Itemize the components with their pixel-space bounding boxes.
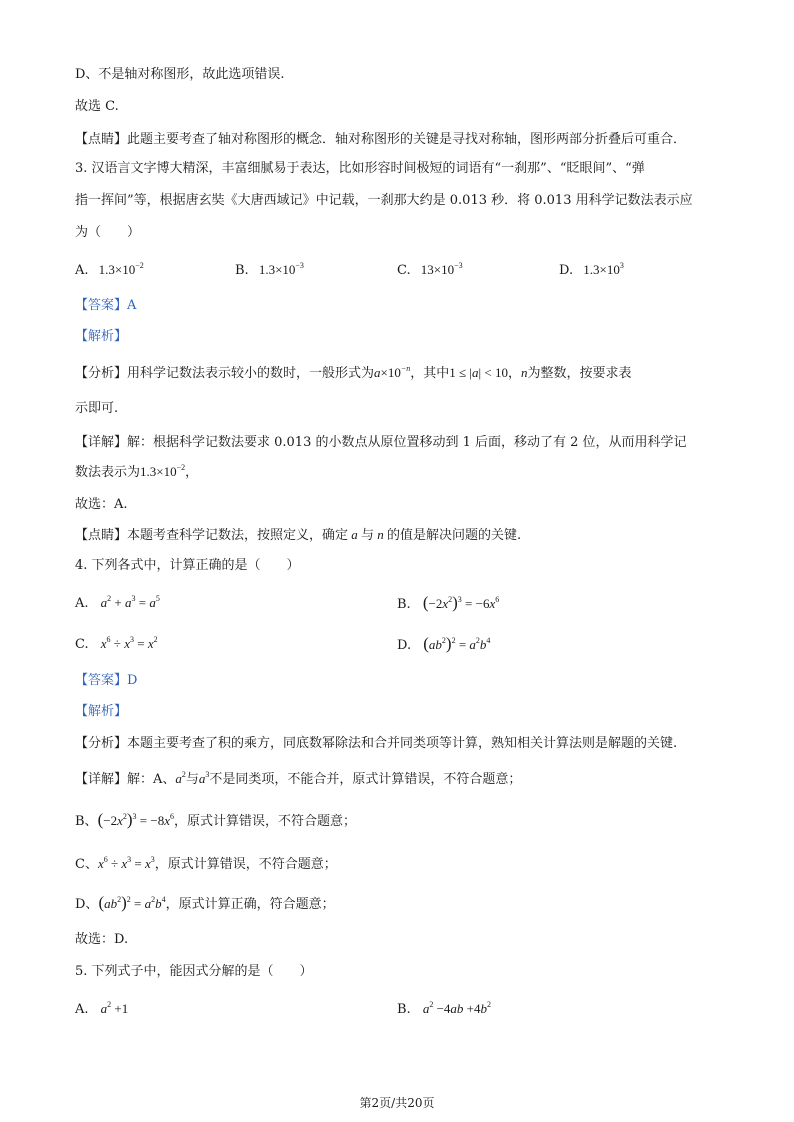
q4-detail-c xyxy=(75,855,337,874)
q4-detail-b xyxy=(75,811,356,831)
q4-option-b xyxy=(397,594,499,614)
question-4-title: 4. 下列各式中，计算正确的是（ ） xyxy=(75,558,300,573)
option-label: C. xyxy=(397,263,411,278)
q3-comment-line xyxy=(75,526,521,545)
option-label: D. xyxy=(397,638,412,653)
text-line: 【点睛】此题主要考查了轴对称图形的概念．轴对称图形的关键是寻找对称轴，图形两部分折叠后可重合． xyxy=(75,132,687,147)
page-footer: 第2页/共20页 xyxy=(359,1096,435,1110)
q4-detail-line xyxy=(75,770,521,789)
text-span: ， xyxy=(507,366,521,381)
text-line: D、不是轴对称图形，故此选项错误. xyxy=(75,67,285,82)
q3-option-a xyxy=(75,261,144,280)
question-3-line-2: 指一挥间”等，根据唐玄奘《大唐西域记》中记载，一刹那大约是 0.013 秒．将 0.013 用科学记数法表示应 xyxy=(75,193,693,208)
text-span: ， xyxy=(185,465,199,480)
formula: n xyxy=(520,365,528,380)
q3-detail-line: 【详解】解：根据科学记数法要求 0.013 的小数点从原位置移动到 1 后面，移动了有 2 位，从而用科学记 xyxy=(75,435,687,450)
answer-tag: 【答案】A xyxy=(75,298,137,313)
option-label: A. xyxy=(75,1002,89,1017)
text-span: 【点睛】本题考查科学记数法，按照定义，确定 xyxy=(75,528,349,543)
q4-option-d xyxy=(397,635,490,655)
text-span: ，其中 xyxy=(410,366,450,381)
q5-option-b xyxy=(397,1000,491,1019)
formula: a xyxy=(374,365,381,380)
text-span: 与 xyxy=(361,528,375,543)
formula: a xyxy=(348,527,362,542)
q3-option-b xyxy=(235,261,304,280)
formula: $(-2x^2)^3 = -8x^6$ xyxy=(97,810,174,829)
option-label: B. xyxy=(235,263,249,278)
formula: $13\times 10^{-3}$ xyxy=(420,261,463,277)
formula: $(-2x^2)^3 = -6x^6$ xyxy=(422,593,500,612)
formula: $(ab^2)^2 = a^2b^4$ xyxy=(423,634,491,653)
formula: $a^3$ xyxy=(198,770,210,786)
formula: 1 ≤ |a| < 10 xyxy=(449,365,508,380)
formula: $a^2 + a^3 = a^5$ xyxy=(100,594,160,610)
formula: $\times 10^{-n}$ xyxy=(380,364,411,380)
text-span: D、 xyxy=(75,897,99,912)
answer-tag: 【答案】D xyxy=(75,673,138,688)
formula: $(ab^2)^2 = a^2b^4$ xyxy=(98,893,166,912)
q5-option-a xyxy=(75,1000,128,1019)
question-3-line-1: 3. 汉语言文字博大精深，丰富细腻易于表达，比如形容时间极短的词语有“一刹那”、“眨眼间”、“弹 xyxy=(75,161,645,176)
text-line: 故选：D. xyxy=(75,932,129,947)
formula: n xyxy=(374,527,388,542)
formula: $x^6 \div x^3 = x^2$ xyxy=(100,635,158,651)
q3-option-d xyxy=(559,261,624,280)
option-label: B. xyxy=(397,597,411,612)
formula: $x^6 \div x^3 = x^3$ xyxy=(97,855,155,871)
text-span: C、 xyxy=(75,857,98,872)
text-span: 数法表示为 xyxy=(75,465,141,480)
text-line: 示即可. xyxy=(75,401,119,416)
formula: $a^2 +1$ xyxy=(100,1000,129,1016)
analysis-tag: 【解析】 xyxy=(75,704,128,719)
text-span: 与 xyxy=(185,772,199,787)
text-line: 故选：A. xyxy=(75,497,128,512)
analysis-tag: 【解析】 xyxy=(75,329,128,344)
q3-option-c xyxy=(397,261,463,280)
text-span: 为整数，按要求表 xyxy=(527,366,632,381)
text-line: 故选 C. xyxy=(75,99,119,114)
text-span: 【分析】用科学记数法表示较小的数时，一般形式为 xyxy=(75,366,375,381)
option-label: B. xyxy=(397,1002,411,1017)
text-span: B、 xyxy=(75,814,98,829)
q4-detail-d xyxy=(75,894,335,914)
text-span: ，原式计算错误，不符合题意； xyxy=(154,857,337,872)
formula: $a^2 -4ab +4b^2$ xyxy=(422,1000,492,1016)
text-span: 不是同类项，不能合并，原式计算错误，不符合题意； xyxy=(209,772,522,787)
option-label: C. xyxy=(75,637,89,652)
formula: $1.3\times 10^{-2}$ xyxy=(98,261,144,277)
formula: $1.3\times 10^3$ xyxy=(583,261,624,277)
option-label: D. xyxy=(559,263,574,278)
text-span: ，原式计算错误，不符合题意； xyxy=(173,814,356,829)
option-label: A. xyxy=(75,263,89,278)
formula: $a^2$ xyxy=(175,770,186,786)
option-label: A. xyxy=(75,596,89,611)
formula: $1.3\times 10^{-2}$ xyxy=(140,463,186,479)
formula: $1.3\times 10^{-3}$ xyxy=(258,261,304,277)
q3-analysis-line xyxy=(75,364,632,383)
q4-option-c xyxy=(75,635,158,654)
q3-detail-line-2 xyxy=(75,463,198,482)
text-span: 【详解】解：A、 xyxy=(75,772,176,787)
text-span: 的值是解决问题的关键. xyxy=(387,528,522,543)
q4-option-a xyxy=(75,594,160,613)
text-span: ，原式计算正确，符合题意； xyxy=(165,897,335,912)
q4-analysis-line: 【分析】本题主要考查了积的乘方，同底数幂除法和合并同类项等计算，熟知相关计算法则是解题的关键. xyxy=(75,736,678,751)
question-3-line-3: 为（ ） xyxy=(75,225,141,240)
question-5-title: 5. 下列式子中，能因式分解的是（ ） xyxy=(75,964,313,979)
